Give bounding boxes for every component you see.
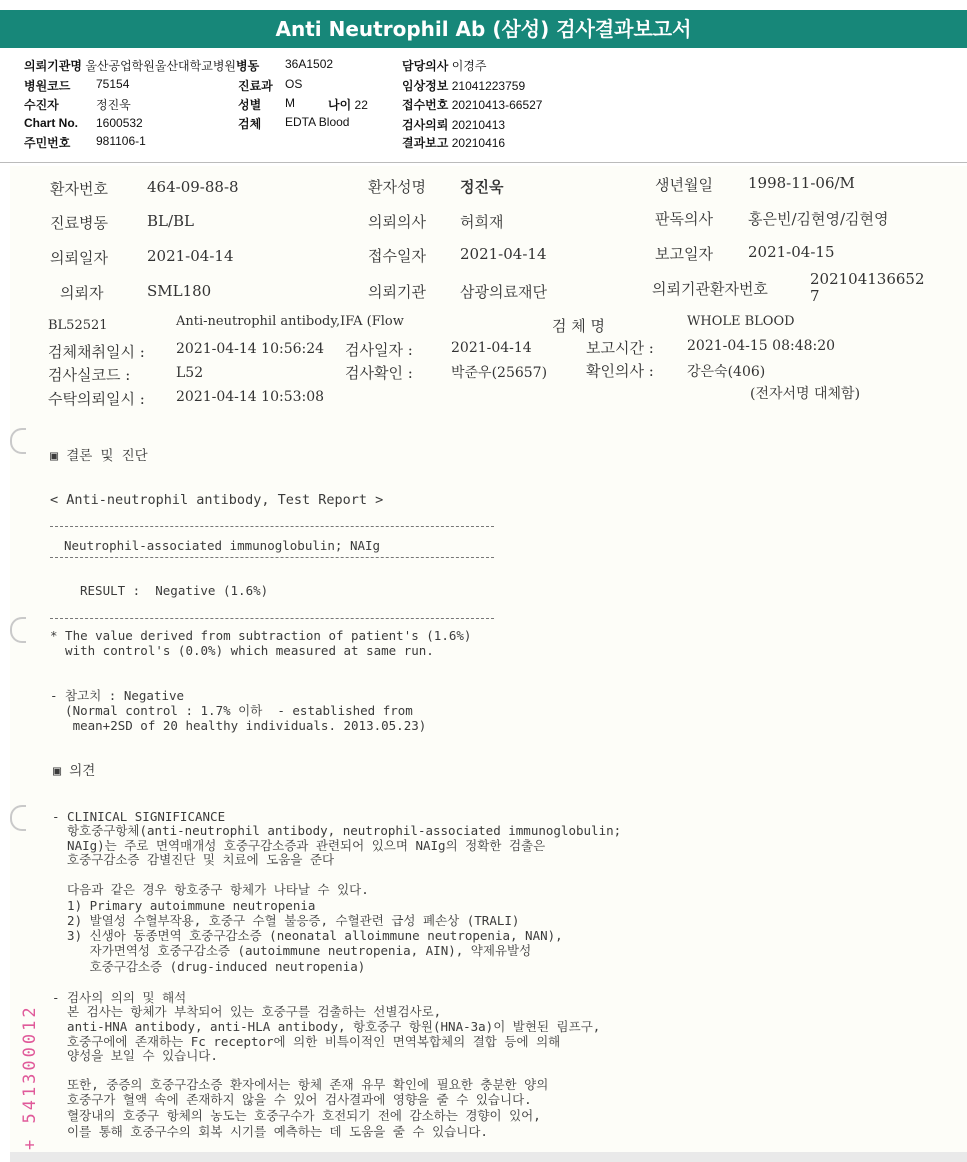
report-time-value: 2021-04-15 08:48:20 [687,338,836,354]
header-divider [0,162,967,163]
req-org-label: 의뢰기관 [368,283,426,301]
req-org-value: 삼광의료재단 [460,283,547,301]
ward-value: BL/BL [147,212,195,230]
meaning-line-1: 본 검사는 항체가 부착되어 있는 호중구를 검출하는 선별검사로, [52,1004,442,1019]
ward-label: 진료병동 [50,214,108,232]
list-line-2: 2) 발열성 수혈부작용, 호중구 수혈 불응증, 수혈관련 급성 폐손상 (TRALI) [52,913,520,928]
org-pid-value-2: 7 [810,287,820,305]
more-line-1: 또한, 중증의 호중구감소증 환자에서는 항체 존재 유무 확인에 필요한 충분한 양의 [52,1077,549,1092]
clinical-line-0: - CLINICAL SIGNIFICANCE [52,809,226,824]
header-receipt: 접수번호 20210413-66527 [402,98,543,112]
binder-clamp-2 [10,617,26,643]
header-request: 검사의뢰 20210413 [402,118,506,132]
header-name-value: 정진욱 [96,98,131,112]
more-line-2: 호중구가 혈액 속에 존재하지 않을 수 있어 검사결과에 영향을 줄 수 있습니다. [52,1092,532,1107]
meaning-line-2: anti-HNA antibody, anti-HLA antibody, 항호중구 항원(HNA-3a)이 발현된 림프구, [52,1019,601,1034]
confirm-value: 강은숙(406) [687,364,766,380]
rep-date-value: 2021-04-15 [748,243,835,261]
requester-label: 의뢰자 [60,284,104,302]
header-sex: 성별 [238,98,262,112]
collect-value: 2021-04-14 10:56:24 [176,341,325,357]
verify-label: 검사확인 : [345,364,413,382]
consign-label: 수탁의뢰일시 : [48,390,145,408]
header-dept-value: OS [285,77,303,91]
clinical-line-3: 호중구감소증 감별진단 및 치료에 도움을 준다 [52,852,335,867]
section-conclusion: ▣ 결론 및 진단 [50,448,148,464]
more-line-3: 혈장내의 호중구 항체의 농도는 호중구수가 호전되기 전에 감소하는 경향이 있어, [52,1108,541,1123]
req-doc-value: 허희재 [460,213,504,231]
header-hospital: 의뢰기관명 울산공업학원울산대학교병원병동 [24,59,260,73]
test-date-label: 검사일자 : [345,341,413,359]
dob-label: 생년월일 [655,176,713,194]
header-sex-value: M [285,96,295,110]
header-code-value: 75154 [96,77,130,91]
result-line: RESULT : Negative (1.6%) [80,583,269,598]
report-title-bar [0,10,967,48]
room-value: L52 [176,365,204,381]
header-chart-value: 1600532 [96,116,143,130]
header-chart: Chart No. [24,116,78,130]
page-bottom-edge [10,1152,967,1162]
list-line-5: 호중구감소증 (drug-induced neutropenia) [52,959,366,974]
naig-line: Neutrophil-associated immunoglobulin; NAIg [64,538,381,553]
pname-value: 정진욱 [460,178,504,196]
test-date-value: 2021-04-14 [451,340,532,356]
report-time-label: 보고시간 : [586,339,654,357]
header-dept: 진료과 [238,79,273,93]
pid-value: 464-09-88-8 [147,178,239,196]
read-doc-value: 홍은빈/김현영/김현영 [748,210,889,228]
header-name: 수진자 [24,98,59,112]
collect-label: 검체채취일시 : [48,343,145,361]
page-stamp-number: + 541300012 [20,1004,40,1150]
ref-line-1: - 참고치 : Negative [50,688,185,703]
binder-clamp-1 [10,428,26,454]
divider-2 [50,557,494,558]
req-doc-label: 의뢰의사 [368,213,426,231]
binder-clamp-3 [10,805,26,831]
divider-3 [50,618,494,619]
req-date-value: 2021-04-14 [147,247,234,265]
header-age: 나이 22 [328,98,368,112]
meaning-line-0: - 검사의 의의 및 해석 [52,990,187,1005]
report-title: Anti Neutrophil Ab (삼성) 검사결과보고서 [275,17,692,41]
header-code: 병원코드 [24,79,71,93]
divider-1 [50,526,494,527]
list-line-1: 1) Primary autoimmune neutropenia [52,898,316,913]
header-specimen-value: EDTA Blood [285,115,350,129]
more-line-4: 이를 통해 호중구수의 회복 시기를 예측하는 데 도움을 줄 수 있습니다. [52,1124,488,1139]
verify-value: 박준우(25657) [451,365,548,381]
list-line-4: 자가면역성 호중구감소증 (autoimmune neutropenia, AIN), 약제유발성 [52,943,532,958]
note-line-2: with control's (0.0%) which measured at same run. [50,643,434,658]
meaning-line-4: 양성을 보일 수 있습니다. [52,1048,218,1063]
note-line-1: * The value derived from subtraction of patient's (1.6%) [50,628,472,643]
confirm-label: 확인의사 : [586,362,654,380]
header-ward-value: 36A1502 [285,57,334,71]
header-specimen: 검체 [238,117,262,131]
consign-value: 2021-04-14 10:53:08 [176,389,325,405]
specimen-label: 검 체 명 [552,317,606,335]
header-doctor: 담당의사 이경주 [402,59,487,73]
section-opinion: ▣ 의견 [53,763,96,779]
room-label: 검사실코드 : [48,366,131,384]
pname-label: 환자성명 [368,178,426,196]
rcv-date-value: 2021-04-14 [460,245,547,263]
clinical-line-1: 항호중구항체(anti-neutrophil antibody, neutrophil-associated immunoglobulin; [52,823,622,838]
header-report: 결과보고 20210416 [402,136,506,150]
header-clinical: 임상정보 21041223759 [402,79,526,93]
list-line-3: 3) 신생아 동종면역 호중구감소증 (neonatal alloimmune neutropenia, NAN), [52,928,563,943]
req-date-label: 의뢰일자 [50,249,108,267]
rcv-date-label: 접수일자 [368,247,426,265]
specimen-value: WHOLE BLOOD [687,314,795,329]
report-subtitle: < Anti-neutrophil antibody, Test Report > [50,492,384,508]
meaning-line-3: 호중구에에 존재하는 Fc receptor에 의한 비특이적인 면역복합체의 결합 등에 의해 [52,1034,561,1049]
header-rrn-value: 981106-1 [96,134,146,148]
requester-value: SML180 [147,282,212,300]
esign-note: (전자서명 대체함) [750,386,861,402]
clinical-line-2: NAIg)는 주로 면역매개성 호중구감소증과 관련되어 있으며 NAIg의 정확한 검출은 [52,838,546,853]
rep-date-label: 보고일자 [655,245,713,263]
dob-value: 1998-11-06/M [748,174,855,192]
list-line-0: 다음과 같은 경우 항호중구 항체가 나타날 수 있다. [52,882,369,897]
ref-line-3: mean+2SD of 20 healthy individuals. 2013.05.23) [50,718,427,733]
ref-line-2: (Normal control : 1.7% 이하 - established from [50,703,413,718]
read-doc-label: 판독의사 [655,210,713,228]
test-name: Anti-neutrophil antibody,IFA (Flow [176,314,404,329]
test-code: BL52521 [48,318,108,333]
org-pid-label: 의뢰기관환자번호 [652,280,768,298]
org-pid-value-1: 202104136652 [810,270,925,288]
header-rrn: 주민번호 [24,136,71,150]
pid-label: 환자번호 [50,180,108,198]
